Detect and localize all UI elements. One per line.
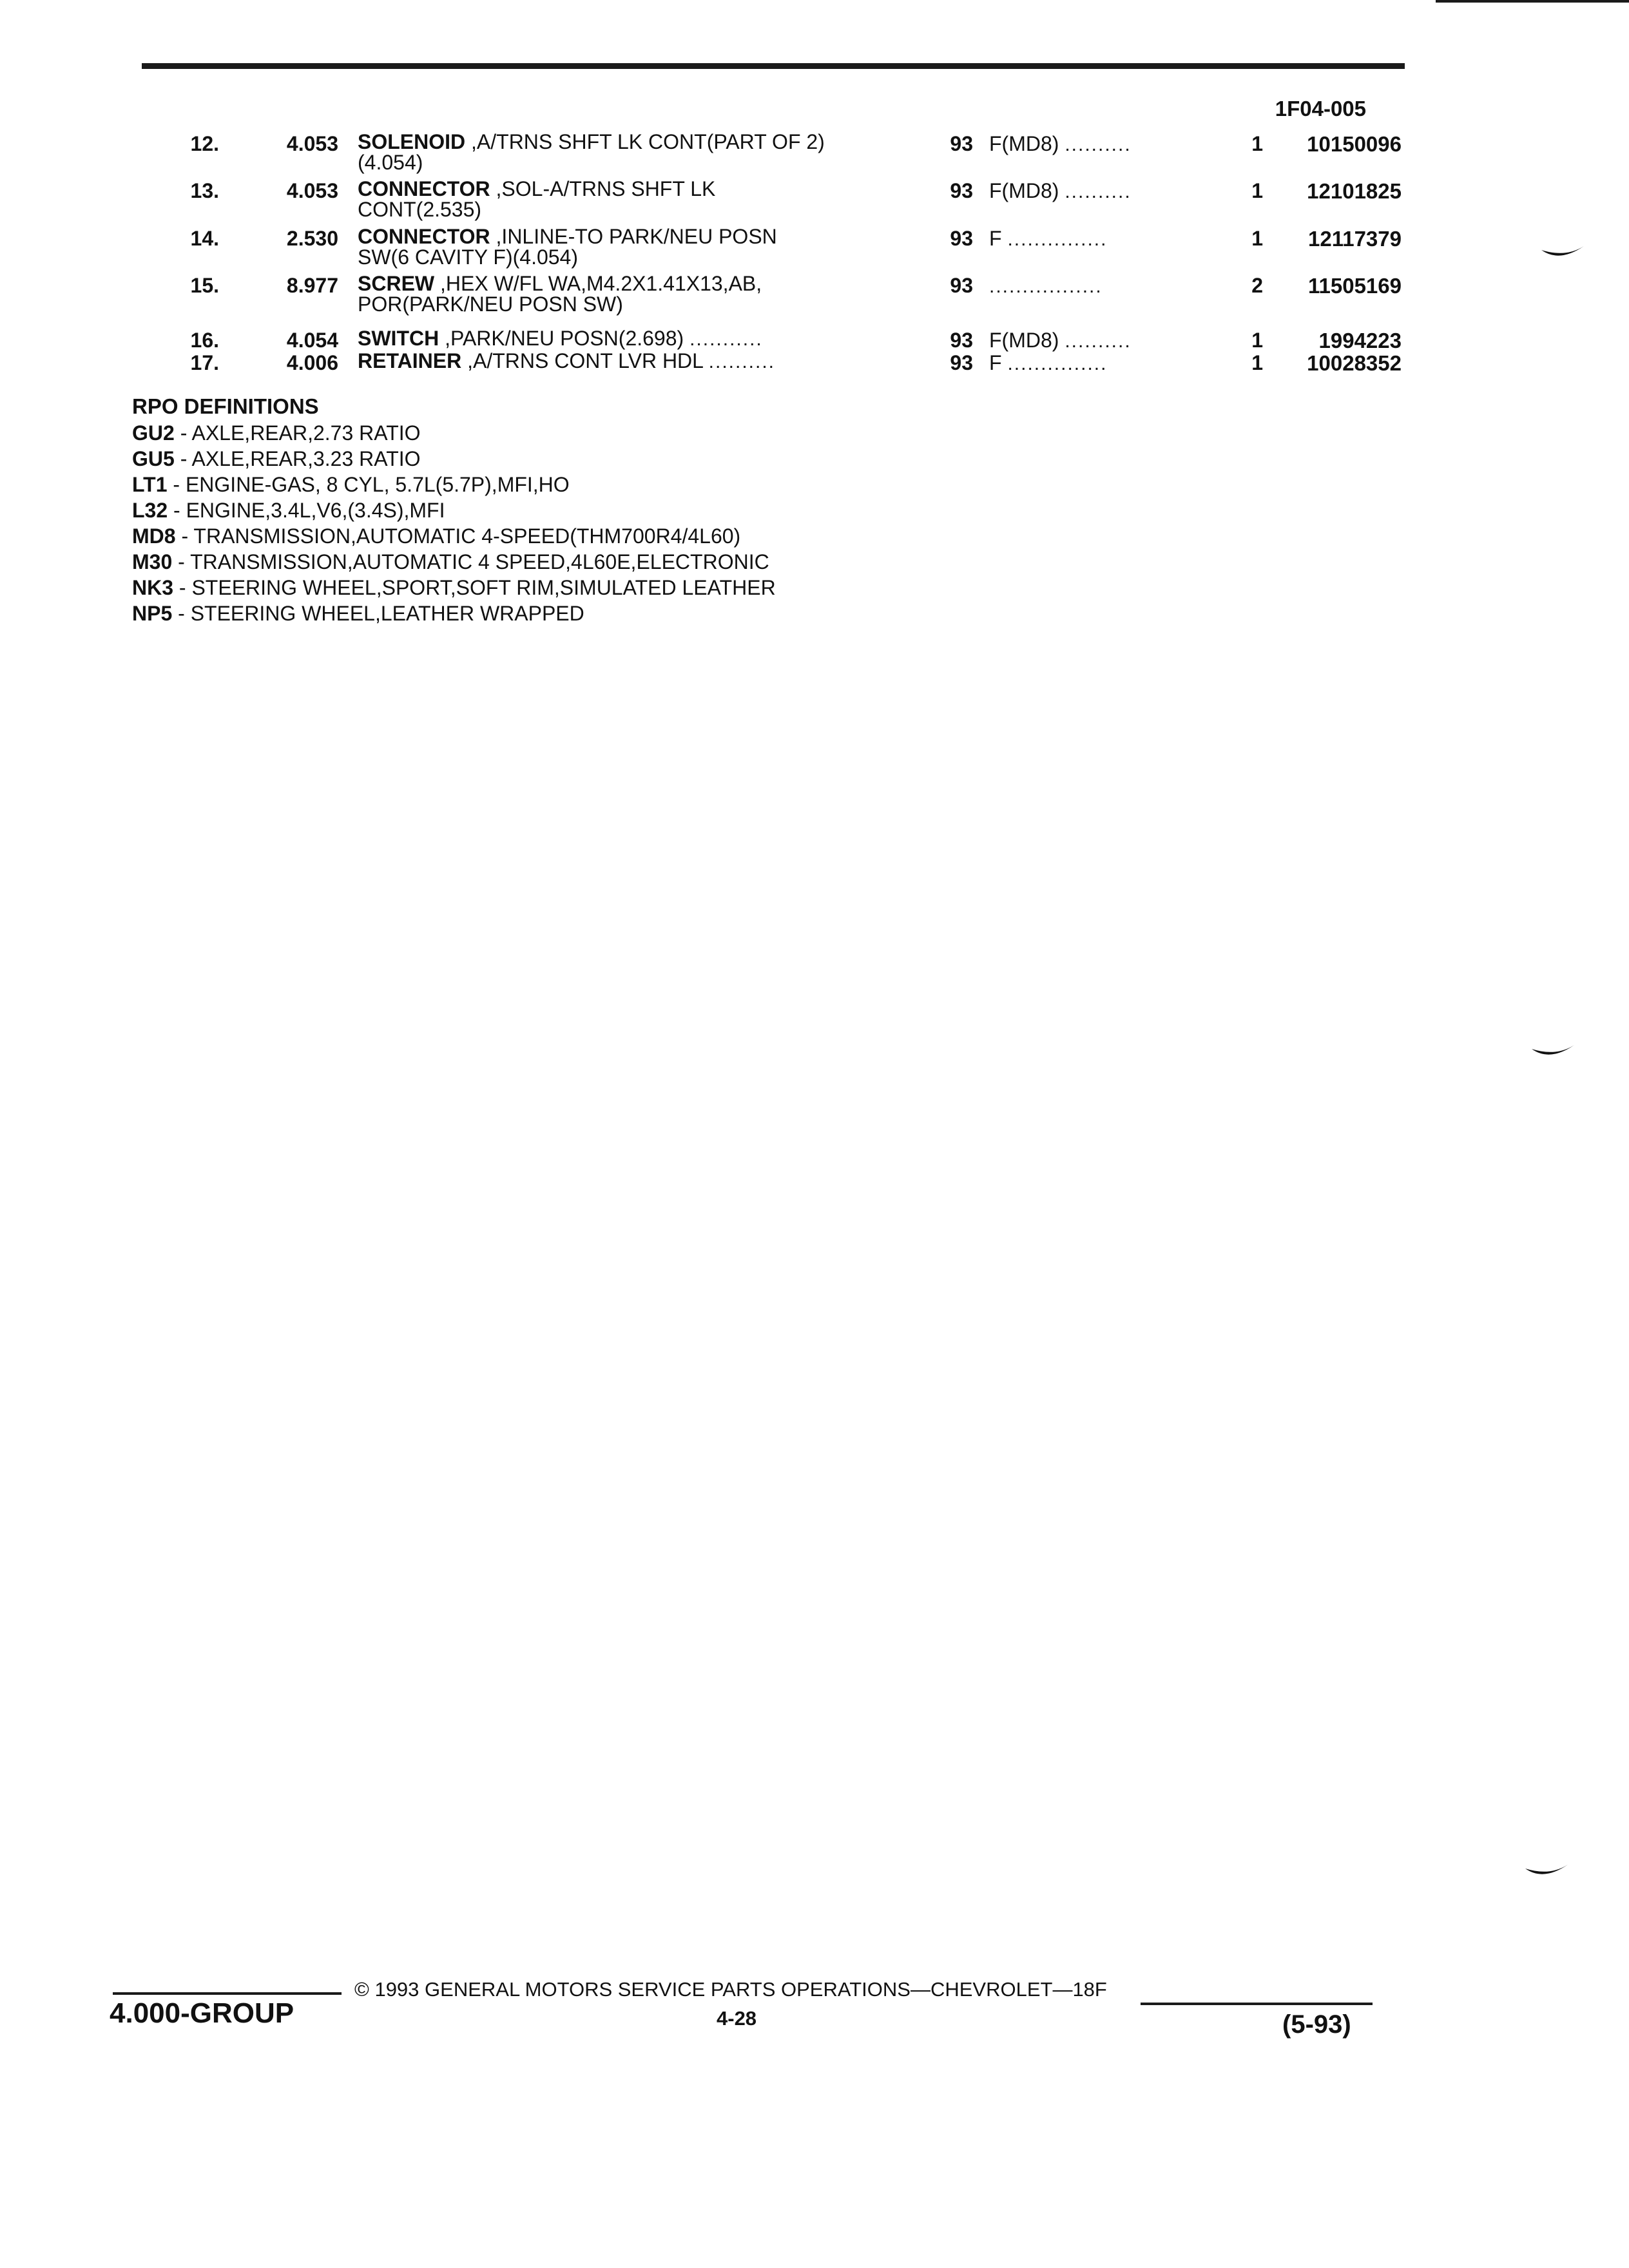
footer-date: (5-93)	[1282, 2010, 1351, 2039]
group-number: 8.977	[286, 274, 338, 297]
part-description	[358, 132, 831, 172]
top-right-edge-line	[1436, 0, 1629, 3]
punch-hole-mark-icon	[1524, 1862, 1569, 1884]
rpo-definition-code: GU5	[132, 447, 175, 470]
rpo-code	[989, 329, 1132, 352]
footer-rule-right	[1141, 2003, 1373, 2005]
page-code: 1F04-005	[1275, 97, 1366, 120]
part-row	[0, 132, 1629, 177]
rpo-definition	[132, 497, 776, 523]
part-name: SOLENOID	[358, 130, 466, 153]
group-number: 4.053	[286, 132, 338, 155]
description-line-2: (4.054)	[358, 151, 423, 174]
rpo-code	[989, 351, 1107, 375]
rpo-code	[989, 274, 1103, 298]
group-number: 4.006	[286, 351, 338, 374]
part-description	[358, 274, 767, 314]
group-number: 4.054	[286, 329, 338, 352]
rpo-definition-code: L32	[132, 499, 168, 522]
group-number: 4.053	[286, 179, 338, 202]
quantity: 1	[1251, 351, 1263, 374]
rpo-definition-text: - ENGINE,3.4L,V6,(3.4S),MFI	[168, 499, 445, 522]
part-row	[0, 179, 1629, 224]
rpo-definition-code: NP5	[132, 602, 173, 625]
rpo-value: F(MD8)	[989, 329, 1059, 352]
dot-leader: ...........	[689, 329, 763, 350]
rpo-code	[989, 227, 1107, 251]
part-description	[358, 227, 783, 267]
description-line-2: CONT(2.535)	[358, 198, 482, 221]
model-year: 93	[950, 351, 973, 374]
part-description	[358, 179, 721, 219]
rpo-definition	[132, 549, 776, 575]
footer-copyright: © 1993 GENERAL MOTORS SERVICE PARTS OPERATIONS—CHEVROLET—18F	[354, 1978, 1107, 2001]
rpo-code	[989, 179, 1132, 203]
description-line-1: ,A/TRNS CONT LVR HDL	[461, 349, 703, 372]
part-description	[358, 329, 763, 349]
description-line-1: ,A/TRNS SHFT LK CONT(PART OF 2)	[465, 130, 825, 153]
dot-leader: ...............	[1007, 353, 1108, 374]
quantity: 2	[1251, 274, 1263, 297]
item-number: 16.	[190, 329, 219, 352]
rpo-definition-code: MD8	[132, 524, 176, 548]
rpo-definition-text: - ENGINE-GAS, 8 CYL, 5.7L(5.7P),MFI,HO	[167, 473, 570, 496]
description-line-2: POR(PARK/NEU POSN SW)	[358, 293, 623, 316]
part-name: RETAINER	[358, 349, 462, 372]
part-row	[0, 227, 1629, 272]
part-number: 12101825	[1307, 179, 1402, 203]
rpo-definition-code: NK3	[132, 576, 174, 599]
part-name: CONNECTOR	[358, 225, 490, 248]
footer-rule-left	[113, 1992, 342, 1995]
dot-leader: ..........	[1065, 181, 1132, 202]
rpo-definition-code: LT1	[132, 473, 168, 496]
part-number: 10028352	[1307, 351, 1402, 375]
rpo-value: F	[989, 227, 1002, 250]
group-number: 2.530	[286, 227, 338, 250]
header-rule	[142, 63, 1405, 69]
part-name: SWITCH	[358, 327, 439, 350]
rpo-definition	[132, 472, 776, 497]
item-number: 14.	[190, 227, 219, 250]
rpo-definition	[132, 420, 776, 446]
quantity: 1	[1251, 179, 1263, 202]
part-name: SCREW	[358, 272, 435, 295]
description-line-2: SW(6 CAVITY F)(4.054)	[358, 245, 578, 269]
dot-leader: ..........	[1065, 134, 1132, 155]
dot-leader: ..........	[708, 351, 776, 372]
quantity: 1	[1251, 227, 1263, 250]
rpo-definition-text: - TRANSMISSION,AUTOMATIC 4 SPEED,4L60E,ELECTRONIC	[172, 550, 769, 573]
rpo-value: F(MD8)	[989, 179, 1059, 202]
model-year: 93	[950, 274, 973, 297]
description-line-1: ,PARK/NEU POSN(2.698)	[439, 327, 684, 350]
footer-group-label: 4.000-GROUP	[110, 1997, 294, 2029]
rpo-definition-text: - STEERING WHEEL,SPORT,SOFT RIM,SIMULATED LEATHER	[173, 576, 776, 599]
part-name: CONNECTOR	[358, 177, 490, 200]
rpo-definition	[132, 523, 776, 549]
rpo-definition-text: - AXLE,REAR,2.73 RATIO	[174, 421, 421, 445]
rpo-definition-text: - TRANSMISSION,AUTOMATIC 4-SPEED(THM700R4/4L60)	[175, 524, 741, 548]
part-number: 1994223	[1318, 329, 1402, 352]
rpo-definition-text: - AXLE,REAR,3.23 RATIO	[174, 447, 421, 470]
punch-hole-mark-icon	[1530, 1043, 1576, 1064]
dot-leader: ..........	[1065, 331, 1132, 352]
quantity: 1	[1251, 132, 1263, 155]
footer-page-number: 4-28	[717, 2007, 757, 2030]
rpo-definitions-list	[132, 420, 776, 626]
rpo-value: F	[989, 351, 1002, 374]
rpo-definition-code: M30	[132, 550, 173, 573]
dot-leader: .................	[989, 276, 1103, 297]
description-line-1: ,SOL-A/TRNS SHFT LK	[490, 177, 716, 200]
description-line-1: ,INLINE-TO PARK/NEU POSN	[490, 225, 777, 248]
punch-hole-mark-icon	[1540, 244, 1585, 265]
part-row	[0, 351, 1629, 396]
part-number: 10150096	[1307, 132, 1402, 156]
item-number: 15.	[190, 274, 219, 297]
rpo-value: F(MD8)	[989, 132, 1059, 155]
rpo-definition-code: GU2	[132, 421, 175, 445]
item-number: 12.	[190, 132, 219, 155]
model-year: 93	[950, 227, 973, 250]
model-year: 93	[950, 132, 973, 155]
part-number: 12117379	[1307, 227, 1402, 251]
rpo-definition	[132, 601, 776, 626]
part-description	[358, 351, 775, 372]
item-number: 17.	[190, 351, 219, 374]
dot-leader: ...............	[1007, 229, 1108, 250]
rpo-code	[989, 132, 1132, 156]
rpo-definitions-title: RPO DEFINITIONS	[132, 394, 319, 418]
model-year: 93	[950, 329, 973, 352]
rpo-definition	[132, 575, 776, 601]
rpo-definition	[132, 446, 776, 472]
quantity: 1	[1251, 329, 1263, 352]
description-line-1: ,HEX W/FL WA,M4.2X1.41X13,AB,	[434, 272, 762, 295]
item-number: 13.	[190, 179, 219, 202]
part-number: 11505169	[1307, 274, 1402, 298]
part-row	[0, 274, 1629, 319]
rpo-definition-text: - STEERING WHEEL,LEATHER WRAPPED	[172, 602, 584, 625]
model-year: 93	[950, 179, 973, 202]
